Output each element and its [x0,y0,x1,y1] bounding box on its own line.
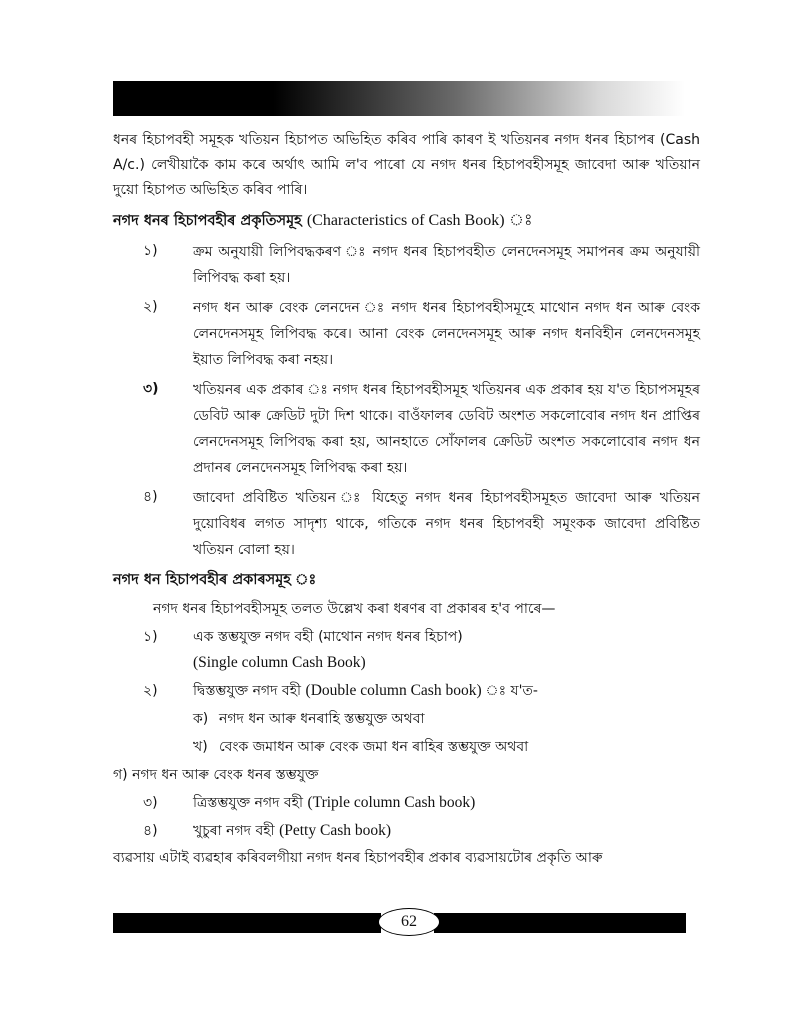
item-english-text: (Single column Cash Book) [193,654,366,671]
heading-assamese: নগদ ধনৰ হিচাপবহীৰ প্ৰকৃতিসমূহ [113,213,302,229]
list-item-g: গ) নগদ ধন আৰু বেংক ধনৰ স্তম্ভযুক্ত [113,767,319,783]
list-item [113,239,700,291]
list-item [113,295,700,373]
list-item [113,790,700,816]
list-item [113,624,700,650]
sub-item [193,734,700,760]
item-text-english: (Petty Cash book) [279,822,392,839]
list-item [113,678,700,704]
item-text-tail: ঃ য'ত- [506,683,538,699]
item-text-assamese: ত্ৰিস্তম্ভযুক্ত নগদ বহী [193,795,304,811]
item-text-assamese: খুচুৰা নগদ বহী [193,823,275,839]
header-gradient-bar [113,81,685,116]
sub-item-text: নগদ ধন আৰু ধনৰাহি স্তম্ভযুক্ত অথবা [219,711,425,727]
item-text: খতিয়নৰ এক প্ৰকাৰ ঃ নগদ ধনৰ হিচাপবহীসমূহ খতিয়নৰ এক প্ৰকাৰ হয় য'ত হিচাপসমূহৰ ডেবিট আৰু ক্ৰেডিট দুটা দিশ থাকে। বাওঁফালৰ ডেবিট অংশত সকলোবোৰ নগদ ধন প্ৰাপ্তিৰ লেনদেনসমূহ লিপিবদ্ধ কৰা হয়, আনহাতে সোঁফালৰ ক্ৰেডিট অংশত সকলোবোৰ নগদ ধন প্ৰদানৰ লেনদেনসমূহ লিপিবদ্ধ কৰা হয়। [193,382,700,476]
item-text-assamese: দ্বিস্তম্ভযুক্ত নগদ বহী [193,683,302,699]
intro-paragraph: ধনৰ হিচাপবহী সমূহক খতিয়ন হিচাপত অভিহিত কৰিব পাৰি কাৰণ ই খতিয়নৰ নগদ ধনৰ হিচাপৰ (Cash A/c.) লেখীয়াকৈ কাম কৰে অৰ্থাৎ আমি ল'ব পাৰো যে নগদ ধনৰ হিচাপবহীসমূহ জাবেদা আৰু খতিয়ান দুয়ো হিচাপত অভিহিত কৰিব পাৰি। [113,132,700,198]
section-heading-characteristics [113,207,700,235]
item-text-english: (Triple column Cash book) [307,794,476,811]
list-item [113,818,700,844]
item-number: ৩) [143,795,158,811]
types-intro: নগদ ধনৰ হিচাপবহীসমূহ তলত উল্লেখ কৰা ধৰণৰ বা প্ৰকাৰৰ হ'ব পাৰে— [153,601,556,617]
item-text: জাবেদা প্ৰবিষ্টিত খতিয়ন ঃ যিহেতু নগদ ধনৰ হিচাপবহীসমূহত জাবেদা আৰু খতিয়ন দুয়োবিধৰ লগত সাদৃশ্য থাকে, গতিকে নগদ ধনৰ হিচাপবহী সমূংকক জাবেদা প্ৰবিষ্টিত খতিয়ন বোলা হয়। [193,490,700,558]
item-number: ২) [143,683,158,699]
item-number: ১) [143,243,158,259]
item-number: ৪) [143,489,158,505]
item-text [193,678,700,704]
page-number: 62 [378,908,440,936]
list-item [113,485,700,563]
item-number: ১) [143,629,158,645]
sub-item [193,706,700,732]
item-text [193,818,700,844]
section-heading-types: নগদ ধন হিচাপবহীৰ প্ৰকাৰসমূহ ঃ [113,572,317,588]
list-item [113,377,700,481]
sub-item-label: ক) [193,711,209,727]
item-text [193,790,700,816]
footer-bar-left [113,913,381,933]
footer-bar-right [434,913,686,933]
item-text: ক্ৰম অনুযায়ী লিপিবদ্ধকৰণ ঃ নগদ ধনৰ হিচাপবহীত লেনদেনসমূহ সমাপনৰ ক্ৰম অনুযায়ী লিপিবদ্ধ কৰা হয়। [193,244,700,286]
sub-item-text: বেংক জমাধন আৰু বেংক জমা ধন ৰাহিৰ স্তম্ভযুক্ত অথবা [219,739,529,755]
sub-item-label: খ) [193,739,208,755]
item-number: ৪) [143,823,158,839]
item-number: ৩) [143,381,159,397]
item-text-english: (Double column Cash book) [305,682,482,699]
item-number: ২) [143,299,158,315]
page-content [113,128,700,871]
item-text: এক স্তম্ভযুক্ত নগদ বহী (মাথোন নগদ ধনৰ হিচাপ) [193,629,463,645]
heading-english: (Characteristics of Cash Book) ঃ [306,212,533,229]
item-text: নগদ ধন আৰু বেংক লেনদেন ঃ নগদ ধনৰ হিচাপবহীসমূহে মাথোন নগদ ধন আৰু বেংক লেনদেনসমূহ লিপিবদ্ধ কৰে। আনা বেংক লেনদেনসমূহ আৰু নগদ ধনবিহীন লেনদেনসমূহ ইয়াত লিপিবদ্ধ কৰা নহয়। [193,300,700,368]
closing-paragraph: ব্যৱসায় এটাই ব্যৱহাৰ কৰিবলগীয়া নগদ ধনৰ হিচাপবহীৰ প্ৰকাৰ ব্যৱসায়টোৰ প্ৰকৃতি আৰু [113,850,603,866]
